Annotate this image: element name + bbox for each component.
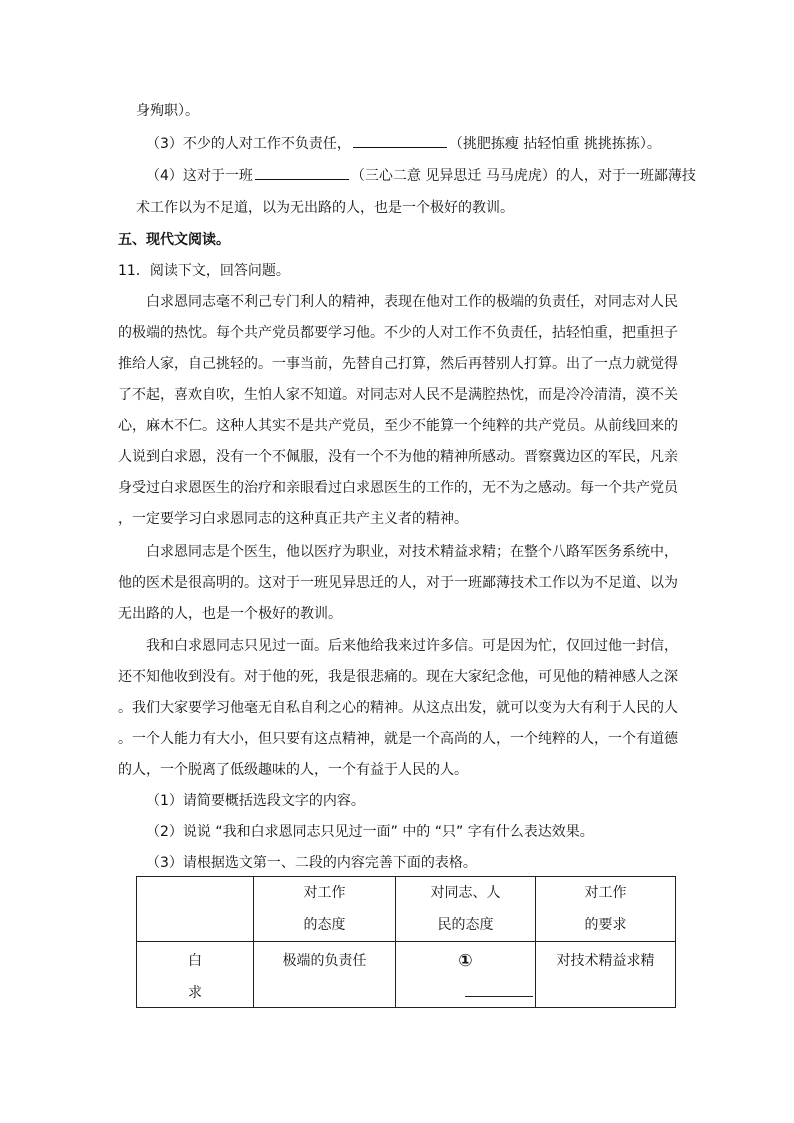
fill-in-question-4-options: （三心二意 见异思迁 马马虎虎）的人，对于一班鄙薄技 <box>350 168 696 184</box>
cell-work-requirement: 对技术精益求精 <box>556 953 655 969</box>
passage-p3-line: 。我们大家要学习他毫无自私自利之心的精神。从这点出发，就可以变为大有利于人民的人 <box>118 700 678 716</box>
answer-blank-4[interactable] <box>255 178 349 180</box>
passage-p1-line: 身受过白求恩医生的治疗和亲眼看过白求恩医生的工作的，无不为之感动。每一个共产党员 <box>118 480 678 496</box>
fill-in-question-3 <box>146 134 661 154</box>
sub-question-1: （1）请简要概括选段文字的内容。 <box>146 793 365 809</box>
row-label-1: 白 <box>188 953 202 969</box>
fill-in-question-3-options: （挑肥拣瘦 拈轻怕重 挑挑拣拣）。 <box>448 136 661 152</box>
sub-question-3: （3）请根据选文第一、二段的内容完善下面的表格。 <box>146 855 477 871</box>
row-label-2: 求 <box>188 985 202 1001</box>
passage-p3-line: 还不知他收到没有。对于他的死，我是很悲痛的。现在大家纪念他，可见他的精神感人之深 <box>118 669 678 685</box>
passage-p1-line: 推给人家，自己挑轻的。一事当前，先替自己打算，然后再替别人打算。出了一点力就觉得 <box>118 356 678 372</box>
passage-p2-line: 白求恩同志是个医生，他以医疗为职业，对技术精益求精；在整个八路军医务系统中， <box>146 544 678 560</box>
fill-in-question-3-text: （3）不少的人对工作不负责任， <box>146 136 351 152</box>
fill-in-question-4-text: （4）这对于一班 <box>146 168 253 184</box>
header-people-attitude-1: 对同志、人 <box>430 885 501 901</box>
header-work-requirement-1: 对工作 <box>584 885 627 901</box>
passage-p3-line: 我和白求恩同志只见过一面。后来他给我来过许多信。可是因为忙，仅回过他一封信， <box>146 638 678 654</box>
passage-p3-line: 。一个人能力有大小，但只要有这点精神，就是一个高尚的人，一个纯粹的人，一个有道德 <box>118 731 678 747</box>
fill-in-question-4 <box>146 166 696 186</box>
answer-blank-3[interactable] <box>353 146 447 148</box>
answer-blank-table[interactable] <box>465 996 533 997</box>
passage-p1-line: ，一定要学习白求恩同志的这种真正共产主义者的精神。 <box>118 511 468 527</box>
cell-work-attitude: 极端的负责任 <box>282 953 367 969</box>
header-work-attitude-2: 的态度 <box>303 917 346 933</box>
table-divider <box>137 941 675 942</box>
cell-blank-marker: ① <box>458 951 473 971</box>
passage-p1-line: 白求恩同志毫不利己专门利人的精神，表现在他对工作的极端的负责任，对同志对人民 <box>146 294 678 310</box>
header-work-requirement-2: 的要求 <box>584 917 627 933</box>
sub-question-2: （2）说说 “我和白求恩同志只见过一面” 中的 “只” 字有什么表达效果。 <box>146 824 594 840</box>
passage-p3-line: 的人，一个脱离了低级趣味的人，一个有益于人民的人。 <box>118 762 468 778</box>
answer-table <box>136 876 676 1008</box>
fill-in-question-4-cont: 术工作以为不足道，以为无出路的人，也是一个极好的教训。 <box>136 200 514 216</box>
passage-p1-line: 的极端的热忱。每个共产党员都要学习他。不少的人对工作不负责任，拈轻怕重，把重担子 <box>118 325 678 341</box>
passage-p2-line: 他的医术是很高明的。这对于一班见异思迁的人，对于一班鄙薄技术工作以为不足道、以为 <box>118 575 678 591</box>
passage-p2-line: 无出路的人，也是一个极好的教训。 <box>118 606 342 622</box>
passage-p1-line: 心，麻木不仁。这种人其实不是共产党员，至少不能算一个纯粹的共产党员。从前线回来的 <box>118 418 678 434</box>
header-work-attitude-1: 对工作 <box>303 885 346 901</box>
passage-p1-line: 人说到白求恩，没有一个不佩服，没有一个不为他的精神所感动。晋察冀边区的军民，凡亲 <box>118 449 678 465</box>
section-heading: 五、现代文阅读。 <box>118 232 230 248</box>
passage-p1-line: 了不起，喜欢自吹，生怕人家不知道。对同志对人民不是满腔热忱，而是冷冷清清，漠不关 <box>118 387 678 403</box>
question-11-title: 11．阅读下文，回答问题。 <box>118 263 290 279</box>
header-people-attitude-2: 民的态度 <box>437 917 494 933</box>
line-continuation: 身殉职）。 <box>136 103 199 119</box>
